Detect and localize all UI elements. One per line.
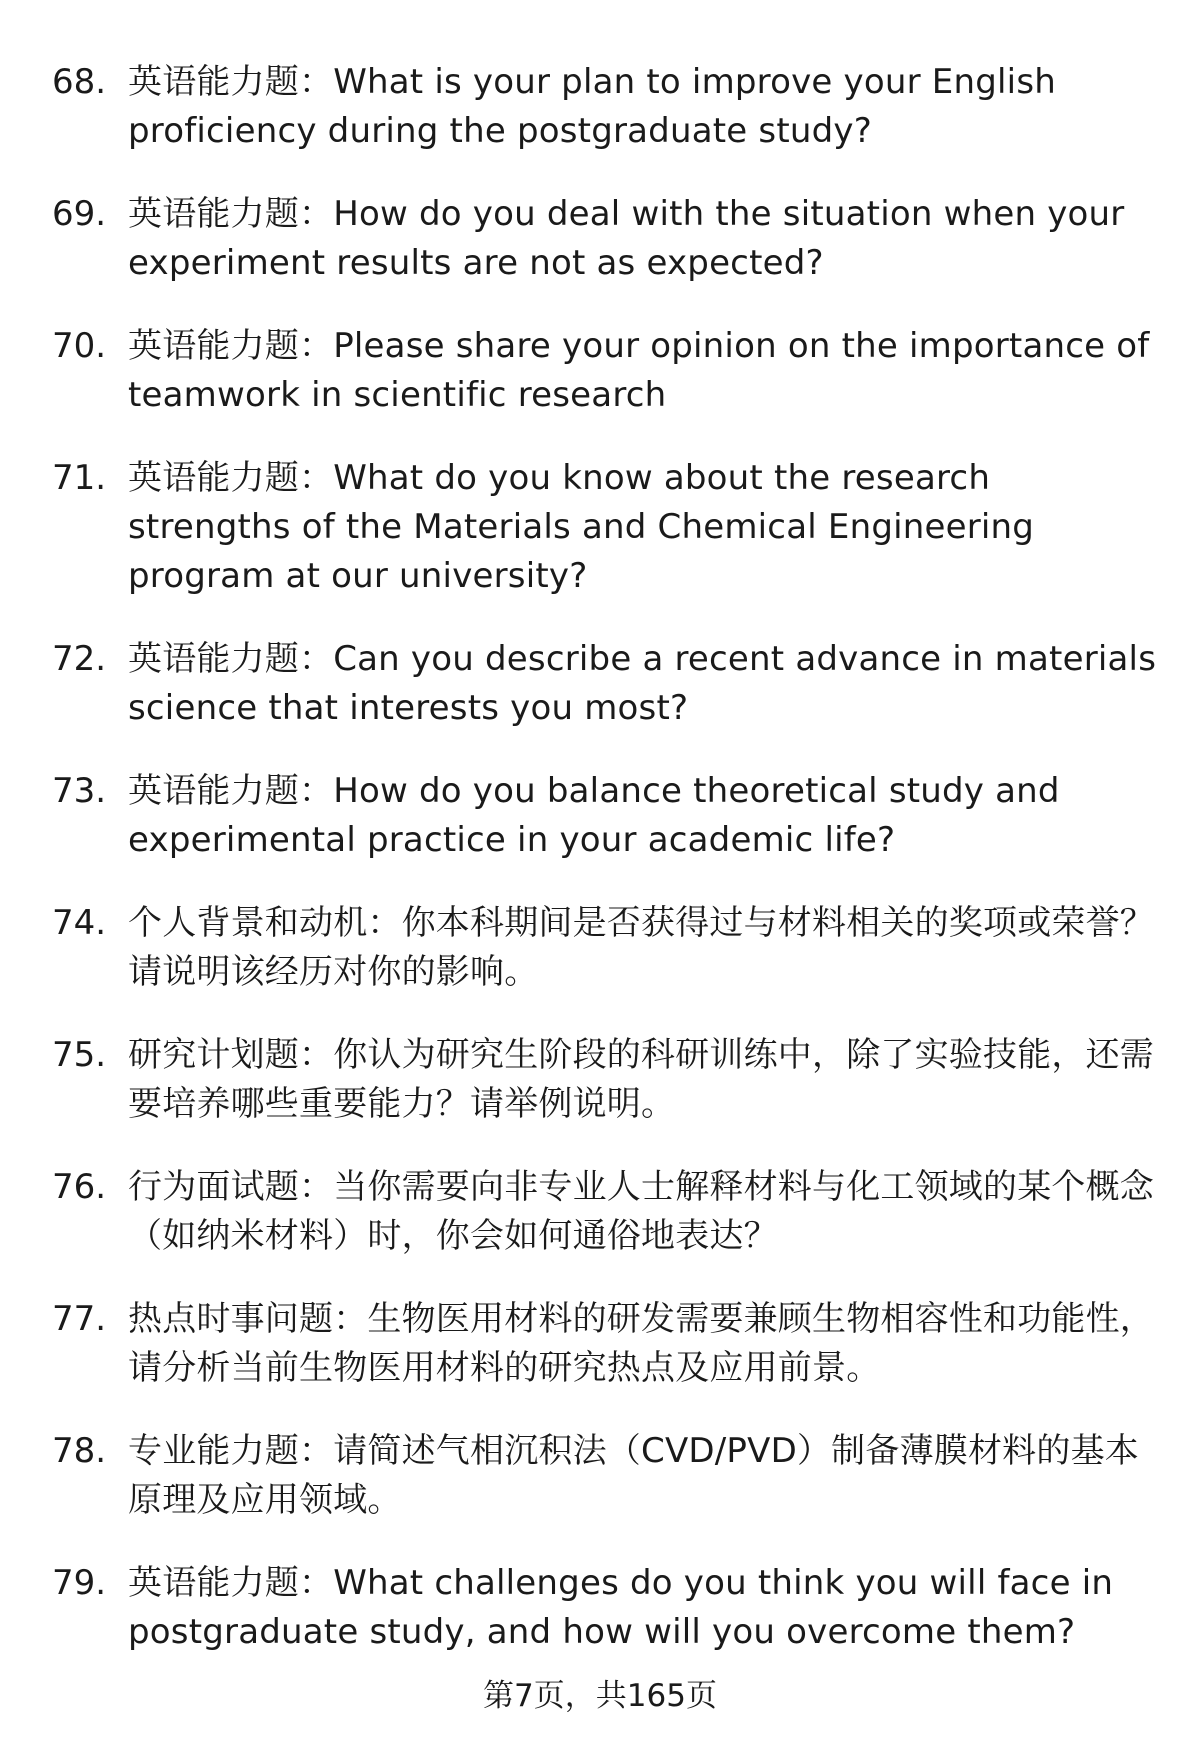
page-footer: 第7页，共165页: [483, 1678, 717, 1714]
question-text: 研究计划题：你认为研究生阶段的科研训练中，除了实验技能，还需要培养哪些重要能力？请举例说明。: [128, 1035, 1154, 1124]
question-text: 热点时事问题：生物医用材料的研发需要兼顾生物相容性和功能性，请分析当前生物医用材料的研究热点及应用前景。: [128, 1299, 1154, 1388]
question-text: 英语能力题：Can you describe a recent advance in materials science that interests you most?: [128, 639, 1157, 728]
question-item-78: [52, 1427, 1162, 1525]
question-item-70: [52, 322, 1162, 420]
question-text: 英语能力题：What is your plan to improve your English proficiency during the postgraduate study?: [128, 62, 1056, 151]
question-item-77: [52, 1295, 1162, 1393]
question-number: 76.: [52, 1167, 107, 1207]
question-text: 行为面试题：当你需要向非专业人士解释材料与化工领域的某个概念（如纳米材料）时，你会如何通俗地表达？: [128, 1167, 1154, 1256]
question-item-68: [52, 58, 1162, 156]
question-number: 79.: [52, 1563, 107, 1603]
question-item-75: [52, 1031, 1162, 1129]
question-number: 68.: [52, 62, 107, 102]
question-text: 英语能力题：What do you know about the research strengths of the Materials and Chemical Engineering program at our university?: [128, 458, 1035, 596]
question-text: 英语能力题：What challenges do you think you will face in postgraduate study, and how will you overcome them?: [128, 1563, 1114, 1652]
question-item-69: [52, 190, 1162, 288]
question-item-79: [52, 1559, 1162, 1657]
question-number: 70.: [52, 326, 107, 366]
question-number: 73.: [52, 771, 107, 811]
question-text: 英语能力题：Please share your opinion on the importance of teamwork in scientific research: [128, 326, 1150, 415]
question-number: 77.: [52, 1299, 107, 1339]
question-text: 英语能力题：How do you balance theoretical study and experimental practice in your academic life?: [128, 771, 1060, 860]
question-number: 74.: [52, 903, 107, 943]
question-item-73: [52, 767, 1162, 865]
question-number: 75.: [52, 1035, 107, 1075]
question-item-71: [52, 454, 1162, 601]
question-number: 69.: [52, 194, 107, 234]
question-item-74: [52, 899, 1162, 997]
question-text: 专业能力题：请简述气相沉积法（CVD/PVD）制备薄膜材料的基本原理及应用领域。: [128, 1431, 1139, 1520]
question-list: [52, 58, 1162, 1691]
question-text: 英语能力题：How do you deal with the situation when your experiment results are not as expected?: [128, 194, 1125, 283]
question-number: 72.: [52, 639, 107, 679]
question-item-72: [52, 635, 1162, 733]
question-number: 78.: [52, 1431, 107, 1471]
question-text: 个人背景和动机：你本科期间是否获得过与材料相关的奖项或荣誉？请说明该经历对你的影响。: [128, 903, 1154, 992]
question-item-76: [52, 1163, 1162, 1261]
question-number: 71.: [52, 458, 107, 498]
